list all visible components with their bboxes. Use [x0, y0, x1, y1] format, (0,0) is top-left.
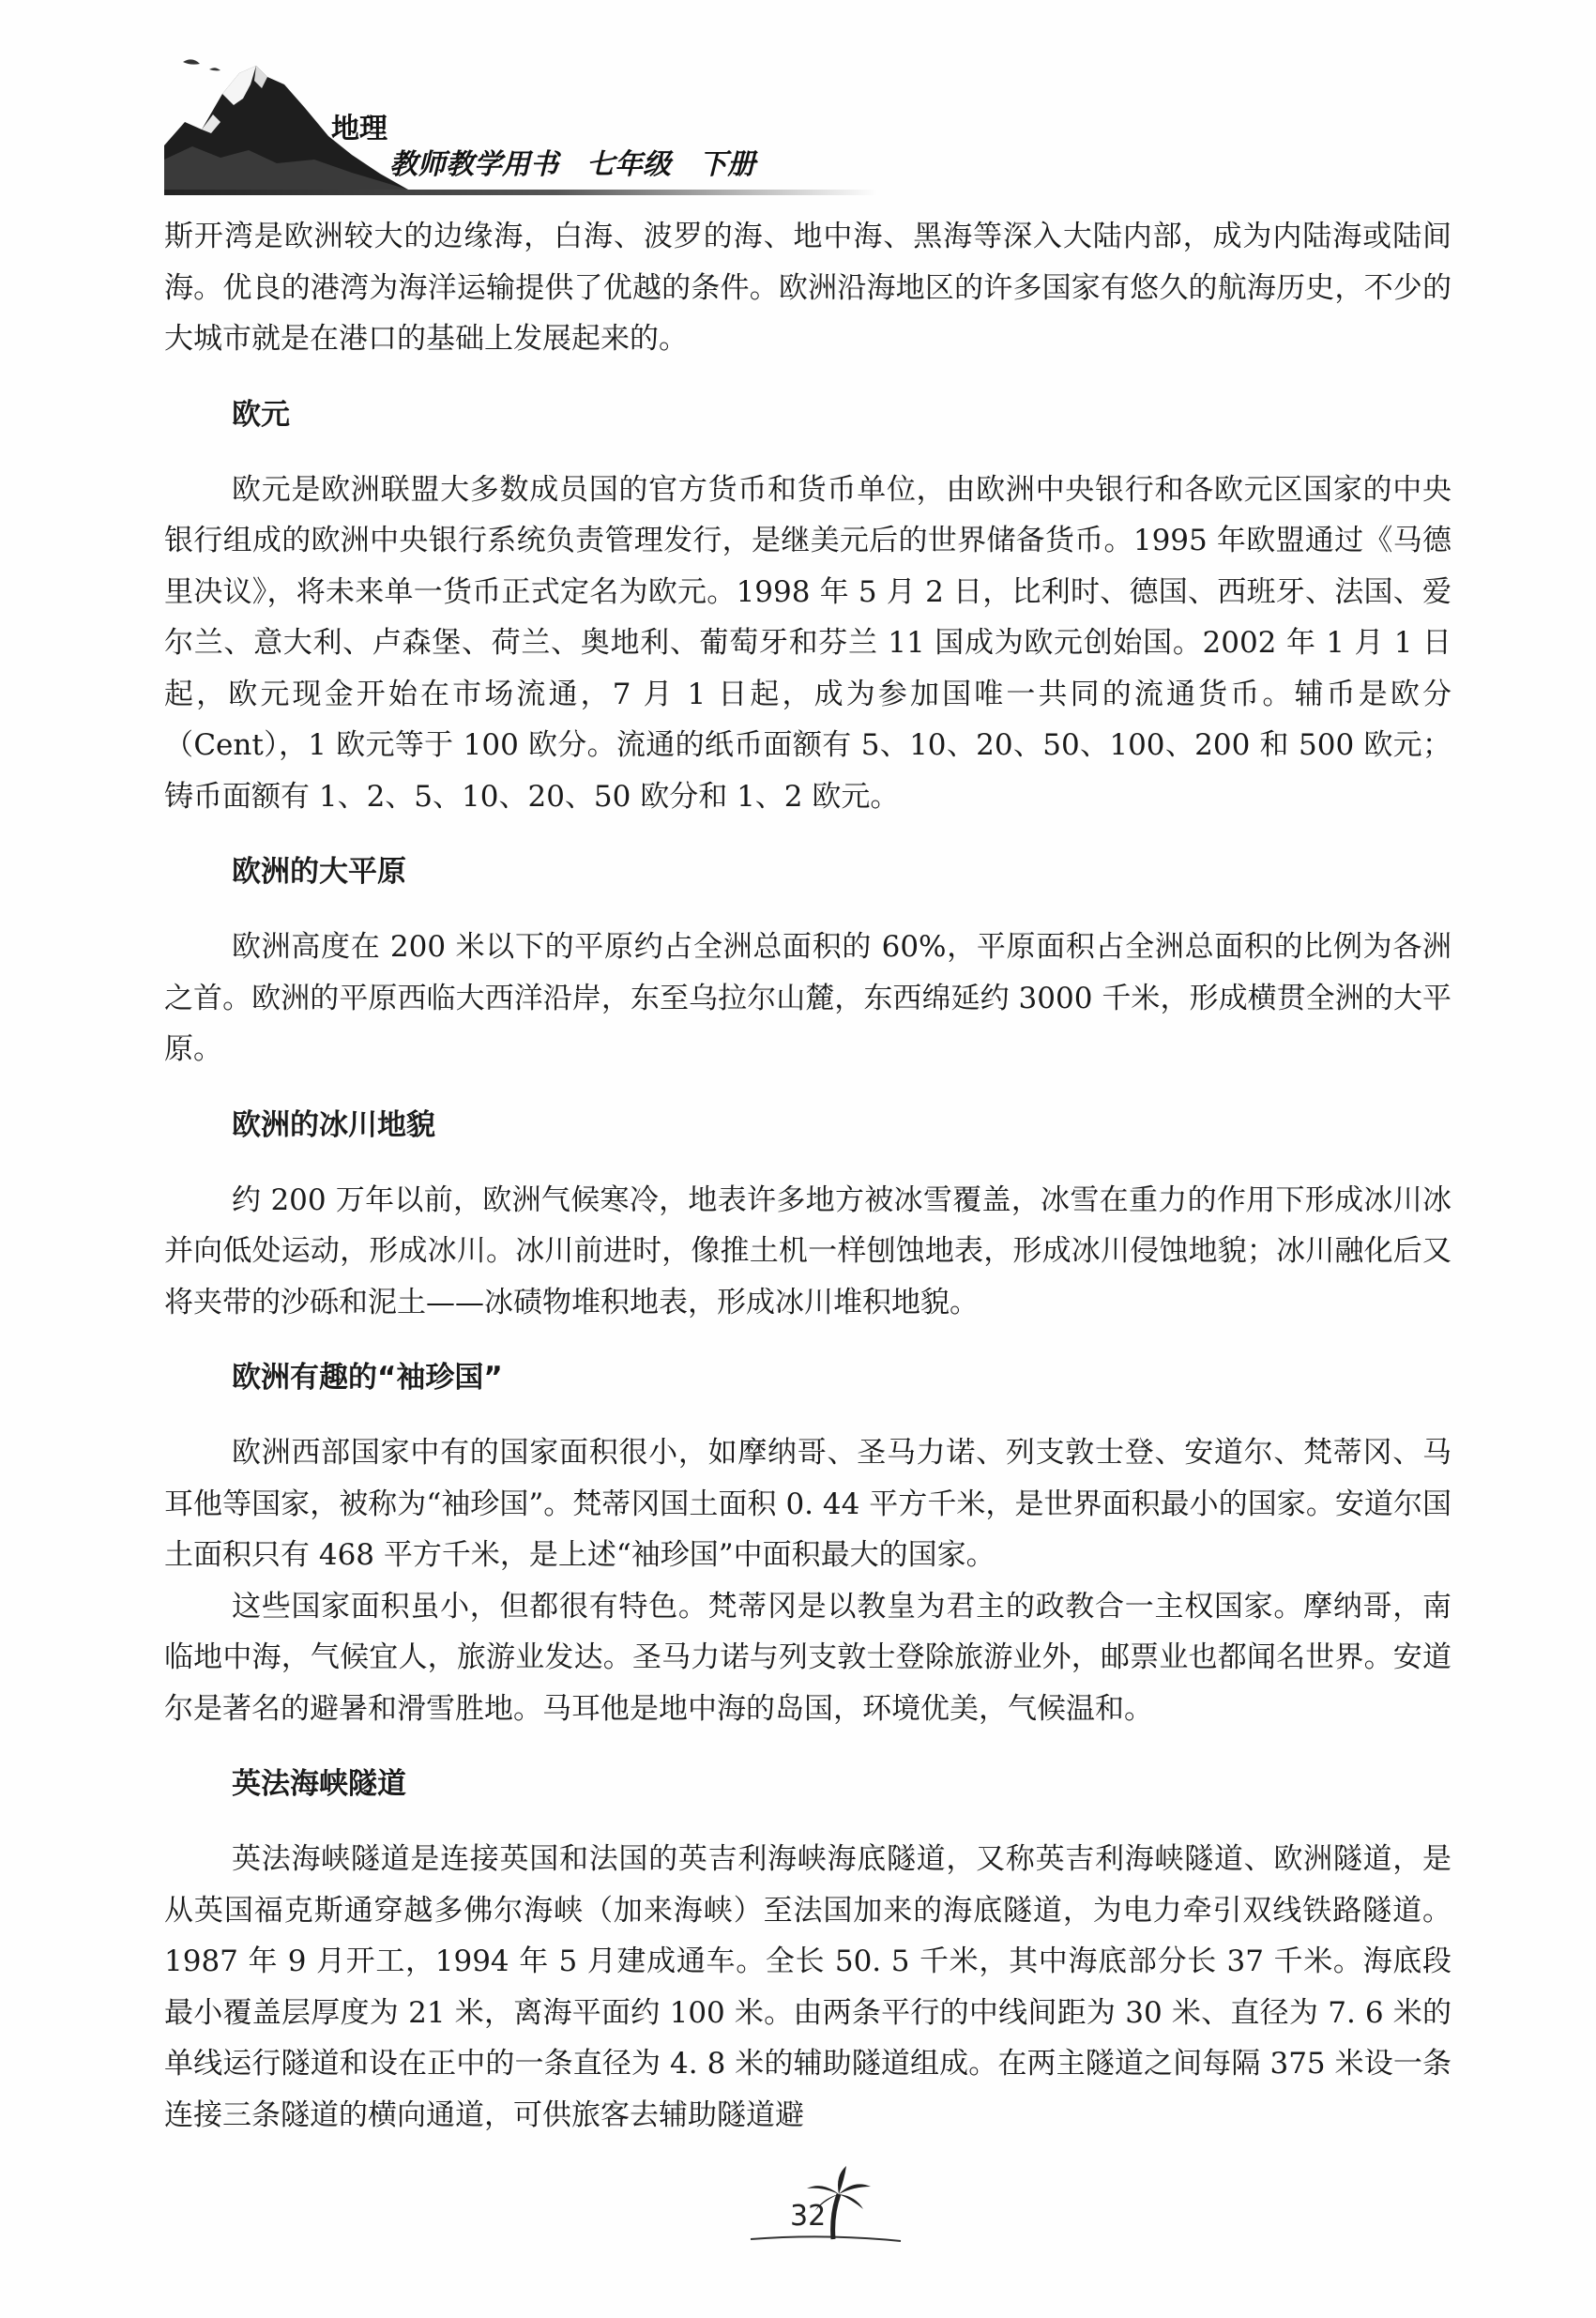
page-number: 32: [790, 2200, 827, 2233]
section-paragraph: 欧洲高度在 200 米以下的平原约占全洲总面积的 60%，平原面积占全洲总面积的比例为各洲之首。欧洲的平原西临大西洋沿岸，东至乌拉尔山麓，东西绵延约 3000 千米，形成横贯全洲的大平原。: [164, 930, 1452, 1066]
header-rule: [164, 190, 877, 195]
header-book-title: 教师教学用书 七年级 下册: [389, 148, 755, 181]
section-title-plain: 欧洲的大平原: [232, 855, 406, 889]
section-paragraph: 这些国家面积虽小，但都很有特色。梵蒂冈是以教皇为君主的政教合一主权国家。摩纳哥，南临地中海，气候宜人，旅游业发达。圣马力诺与列支敦士登除旅游业外，邮票业也都闻名世界。安道尔是著名的避暑和滑雪胜地。马耳他是地中海的岛国，环境优美，气候温和。: [164, 1589, 1452, 1726]
section-paragraph: 约 200 万年以前，欧洲气候寒冷，地表许多地方被冰雪覆盖，冰雪在重力的作用下形成冰川冰并向低处运动，形成冰川。冰川前进时，像推土机一样刨蚀地表，形成冰川侵蚀地貌；冰川融化后又将夹带的沙砾和泥土——冰碛物堆积地表，形成冰川堆积地貌。: [164, 1182, 1452, 1319]
section-title-glacier: 欧洲的冰川地貌: [232, 1107, 435, 1142]
section-paragraph: 英法海峡隧道是连接英国和法国的英吉利海峡海底隧道，又称英吉利海峡隧道、欧洲隧道，是从英国福克斯通穿越多佛尔海峡（加来海峡）至法国加来的海底隧道，为电力牵引双线铁路隧道。1987 年 9 月开工，1994 年 5 月建成通车。全长 50. 5 千米，其中海底部分长 37 千米。海底段最小覆盖层厚度为 21 米，离海平面约 100 米。由两条平行的中线间距为 30 米、直径为 7. 6 米的单线运行隧道和设在正中的一条直径为 4. 8 米的辅助隧道组成。在两主隧道之间每隔 375 米设一条连接三条隧道的横向通道，可供旅客去辅助隧道避: [164, 1842, 1452, 2132]
section-title-channel-tunnel: 英法海峡隧道: [232, 1767, 406, 1801]
section-title-microstates: 欧洲有趣的“袖珍国”: [232, 1361, 503, 1395]
page-footer: [741, 2158, 910, 2252]
main-content: [164, 211, 1452, 2141]
header-subject: 地理: [331, 113, 388, 145]
section-paragraph: 欧元是欧洲联盟大多数成员国的官方货币和货币单位，由欧洲中央银行和各欧元区国家的中央银行组成的欧洲中央银行系统负责管理发行，是继美元后的世界储备货币。1995 年欧盟通过《马德里决议》，将未来单一货币正式定名为欧元。1998 年 5 月 2 日，比利时、德国、西班牙、法国、爱尔兰、意大利、卢森堡、荷兰、奥地利、葡萄牙和芬兰 11 国成为欧元创始国。2002 年 1 月 1 日起，欧元现金开始在市场流通，7 月 1 日起，成为参加国唯一共同的流通货币。辅币是欧分（Cent），1 欧元等于 100 欧分。流通的纸币面额有 5、10、20、50、100、200 和 500 欧元；铸币面额有 1、2、5、10、20、50 欧分和 1、2 欧元。: [164, 472, 1452, 814]
page-header: [164, 56, 1009, 197]
intro-paragraph: 斯开湾是欧洲较大的边缘海，白海、波罗的海、地中海、黑海等深入大陆内部，成为内陆海或陆间海。优良的港湾为海洋运输提供了优越的条件。欧洲沿海地区的许多国家有悠久的航海历史，不少的大城市就是在港口的基础上发展起来的。: [164, 220, 1452, 356]
section-title-euro: 欧元: [232, 397, 290, 432]
section-paragraph: 欧洲西部国家中有的国家面积很小，如摩纳哥、圣马力诺、列支敦士登、安道尔、梵蒂冈、马耳他等国家，被称为“袖珍国”。梵蒂冈国土面积 0. 44 平方千米，是世界面积最小的国家。安道尔国土面积只有 468 平方千米，是上述“袖珍国”中面积最大的国家。: [164, 1436, 1452, 1572]
